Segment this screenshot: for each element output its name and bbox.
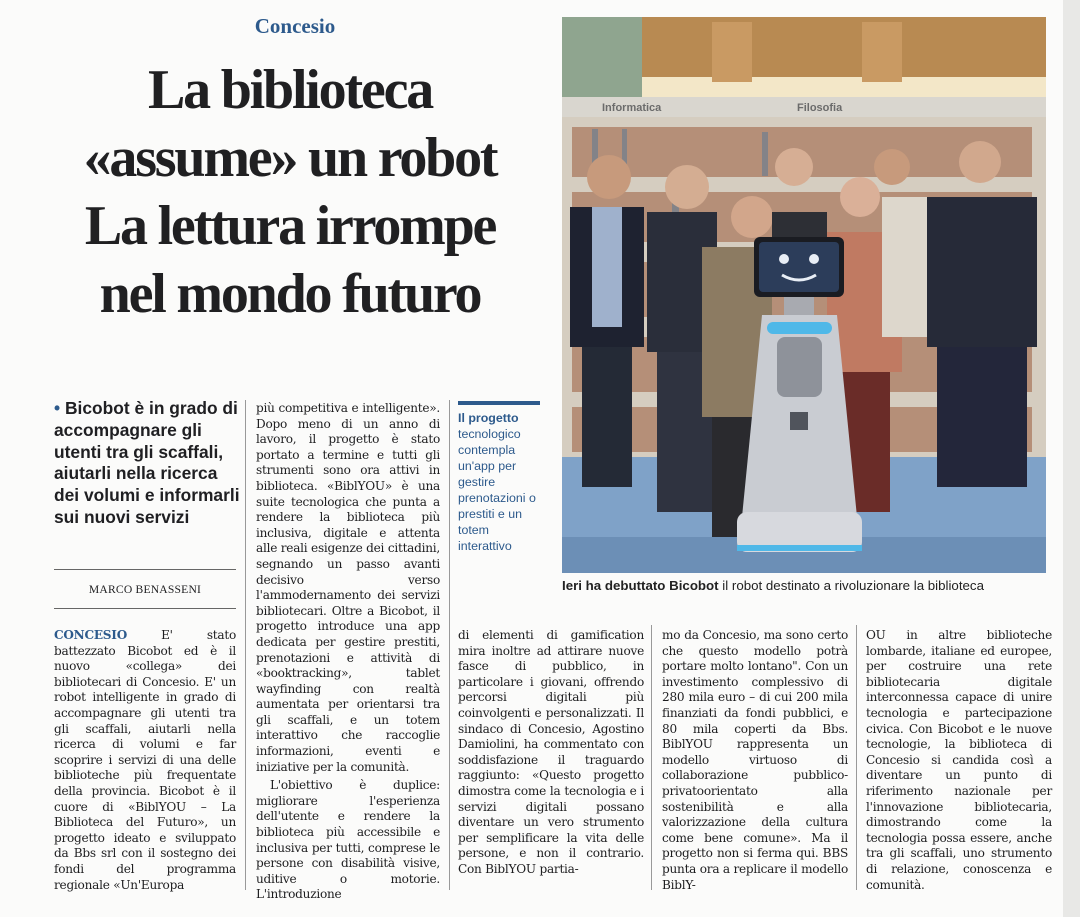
column-4-text: mo da Concesio, ma sono certo che questo modello potrà portare molto lontano". Con un investimento complessivo di 280 mila euro – di cui 200 mila finanziati da fondi pubblici, e 80 mila coperti da Bbs. BiblYOU rappresenta un modello virtuoso di collaborazione pubblico-privatoorientato alla sostenibilità e alla valorizzazione della cultura come bene comune». Ma il progetto non si ferma qui. BBS punta ora a replicare il modello BiblY- <box>662 628 848 892</box>
side-note-text: tecnologico contempla un'app per gestire prenotazioni o prestiti e un totem interattivo <box>458 427 536 553</box>
page-edge <box>1063 0 1080 917</box>
column-divider <box>245 400 246 890</box>
article-column-5 <box>866 628 1052 893</box>
summary-text: Bicobot è in grado di accompagnare gli utenti tra gli scaffali, aiutarli nella ricerca dei volumi e informarli sui nuovi servizi <box>54 398 240 527</box>
headline-line-1: La biblioteca <box>147 59 433 121</box>
column-2-paragraph-2: L'obiettivo è duplice: migliorare l'esperienza dell'utente e rendere la biblioteca più accessibile e inclusiva per tutti, comprese le persone con disabilità visive, uditive o motorie. L'introduzione <box>256 778 440 902</box>
column-3-text: di elementi di gamification mira inoltre ad attirare nuove fasce di pubblico, in particolare i giovani, offrendo percorsi digitali più coinvolgenti e personalizzati. Il sindaco di Concesio, Agostino Damiolini, ha commentato con soddisfazione il traguardo raggiunto: «Questo progetto dimostra come la tecnologia e i servizi digitali possano diventare un vero strumento per semplificare la vita delle persone, e non il contrario. Con BiblYOU partia- <box>458 628 644 876</box>
article-photo <box>562 17 1046 573</box>
article-column-3 <box>458 628 644 878</box>
article-column-1 <box>54 628 236 893</box>
dateline: CONCESIO <box>54 628 127 642</box>
robot-bicobot <box>737 237 862 552</box>
column-2-text: più competitiva e intelligente». Dopo meno di un anno di lavoro, il progetto è stato portato a termine e tutti gli strumenti sono ora attivi in biblioteca. «BiblYOU» è una suite tecnologica che punta a rendere la biblioteca più inclusiva, digitale e attenta alle reali esigenze dei cittadini, segnando un passo avanti decisivo verso l'ammodernamento dei servizi bibliotecari. Oltre a Bicobot, il progetto introduce una app dedicata per gestire prestiti, prenotazioni e attività di «booktracking», tablet wayfinding con realtà aumentata per orientarsi tra gli scaffali, e un totem interattivo che raccoglie informazioni, eventi e iniziative per la comunità. <box>256 401 440 774</box>
article-headline <box>20 56 560 328</box>
side-note-title: Il progetto <box>458 411 519 425</box>
headline-line-3: La lettura irrompe <box>84 195 496 257</box>
article-column-4 <box>662 628 848 893</box>
caption-rest: il robot destinato a rivoluzionare la biblioteca <box>718 578 984 593</box>
bullet-icon: • <box>54 398 61 418</box>
byline-rule-top <box>54 569 236 570</box>
article-column-2 <box>256 401 440 903</box>
column-divider <box>449 400 450 890</box>
byline-rule-bottom <box>54 608 236 609</box>
article-summary <box>54 398 242 529</box>
shelf-label-filosofia: Filosofia <box>797 102 843 114</box>
column-divider <box>856 625 857 890</box>
photo-robot-and-staff <box>562 17 1046 573</box>
byline: MARCO BENASSENI <box>88 583 202 596</box>
shelf-label-informatica: Informatica <box>602 102 662 114</box>
headline-line-4: nel mondo futuro <box>99 263 481 325</box>
column-1-text: E' stato battezzato Bicobot ed è il nuovo «collega» dei bibliotecari di Concesio. E' un robot intelligente in grado di accompagnare gli utenti tra gli scaffali, aiutarli nella ricerca di volumi e far scoprire i servizi di una delle biblioteche più frequentate della provincia. Bicobot è il cuore di «BiblYOU – La Biblioteca del Futuro», un progetto ideato e sviluppato da Bbs srl con il sostegno dei fondi del programma regionale «Un'Europa <box>54 628 236 892</box>
caption-bold: Ieri ha debuttato Bicobot <box>562 578 719 593</box>
column-divider <box>651 625 652 890</box>
column-5-text: OU in altre biblioteche lombarde, italiane ed europee, per costruire una rete bibliotecaria digitale interconnessa capace di unire tecnologia e partecipazione civica. Con Bicobot e le nuove tecnologie, la biblioteca di Concesio si candida così a diventare un punto di riferimento nazionale per l'innovazione bibliotecaria, dimostrando come la tecnologia possa essere, anche tra gli scaffali, uno strumento di relazione, conoscenza e comunità. <box>866 628 1052 892</box>
section-kicker: Concesio <box>254 14 336 38</box>
headline-line-2: «assume» un robot <box>83 127 497 189</box>
side-note <box>458 401 540 554</box>
photo-caption <box>562 578 1062 593</box>
